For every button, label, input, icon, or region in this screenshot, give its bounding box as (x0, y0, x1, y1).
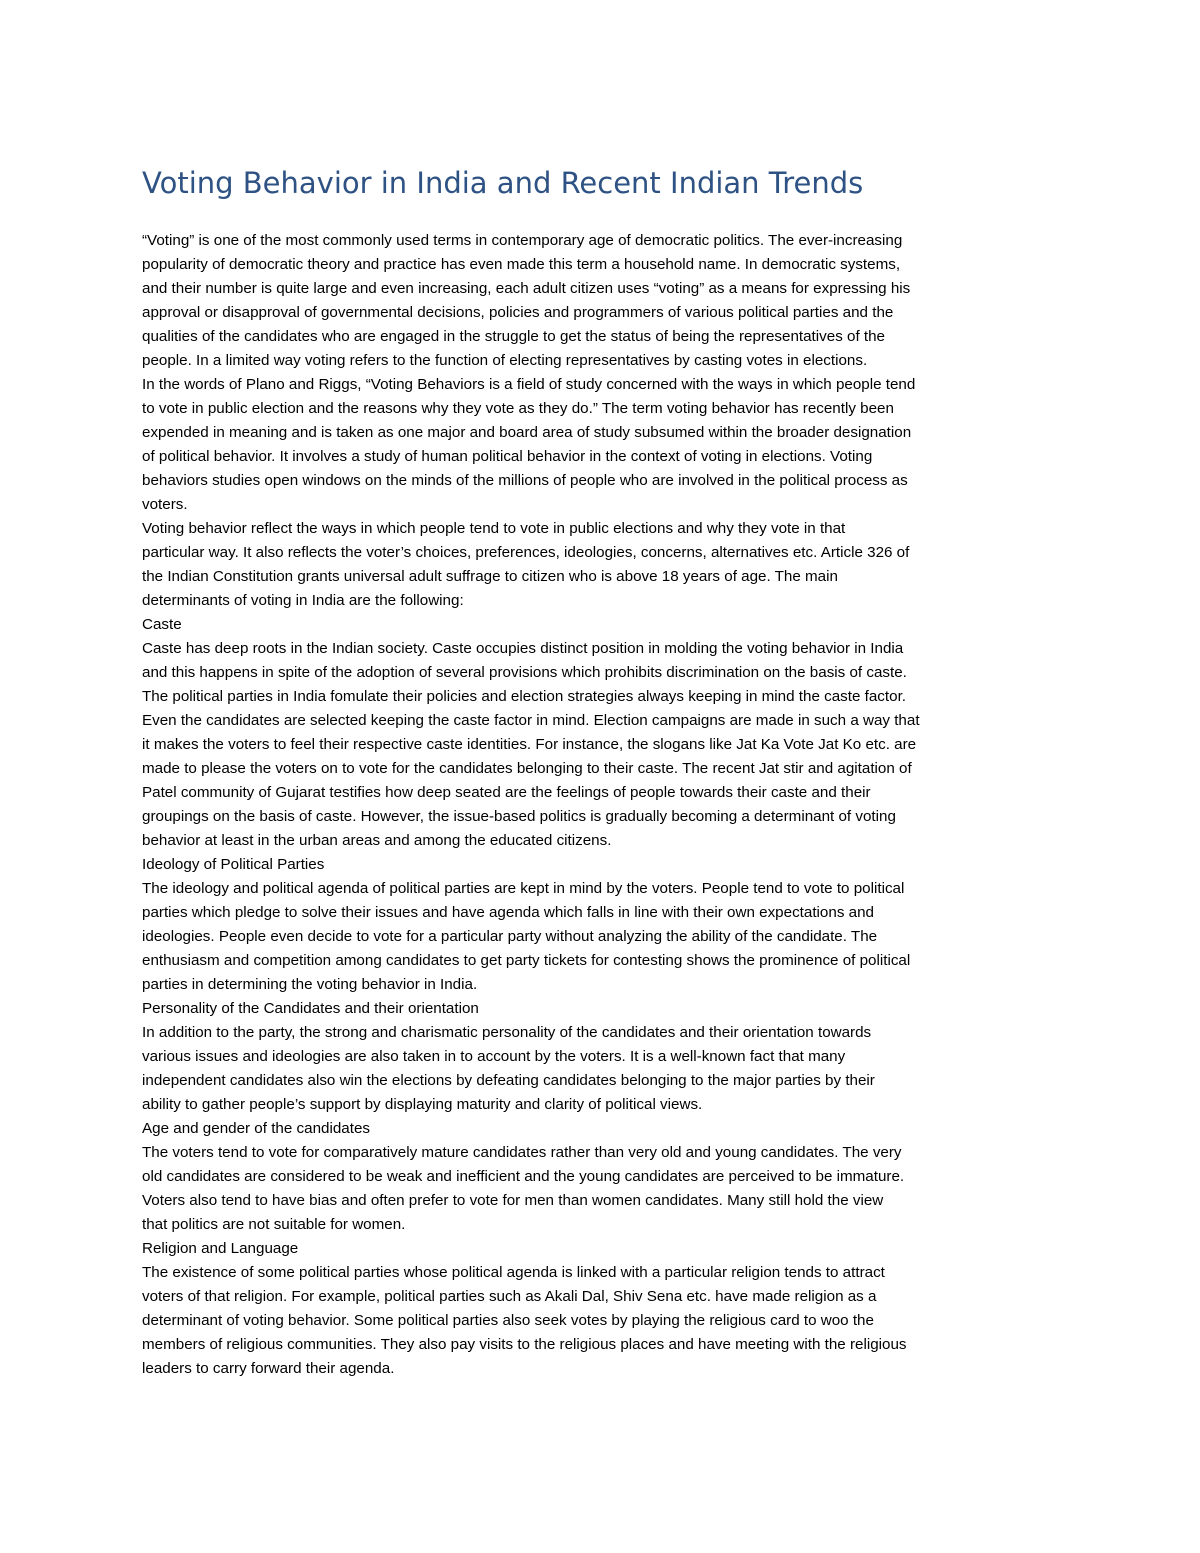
body-line: expended in meaning and is taken as one major and board area of study subsumed within the broader designation (142, 424, 912, 441)
body-line: parties which pledge to solve their issues and have agenda which falls in line with their own expectations and (142, 904, 874, 921)
body-line: old candidates are considered to be weak and inefficient and the young candidates are perceived to be immature. (142, 1168, 905, 1185)
body-line: that politics are not suitable for women. (142, 1216, 406, 1233)
body-line: The existence of some political parties whose political agenda is linked with a particular religion tends to attract (142, 1264, 885, 1281)
body-line: voters. (142, 496, 188, 513)
body-line: independent candidates also win the elections by defeating candidates belonging to the major parties by their (142, 1072, 875, 1089)
body-line: The ideology and political agenda of political parties are kept in mind by the voters. People tend to vote to political (142, 880, 905, 897)
body-line: behavior at least in the urban areas and among the educated citizens. (142, 832, 612, 849)
body-line: Ideology of Political Parties (142, 856, 325, 873)
body-line: the Indian Constitution grants universal adult suffrage to citizen who is above 18 years of age. The main (142, 568, 838, 585)
body-line: ideologies. People even decide to vote for a particular party without analyzing the ability of the candidate. The (142, 928, 878, 945)
body-line: to vote in public election and the reasons why they vote as they do.” The term voting behavior has recently been (142, 400, 894, 417)
body-line: behaviors studies open windows on the minds of the millions of people who are involved in the political process as (142, 472, 908, 489)
body-line: “Voting” is one of the most commonly used terms in contemporary age of democratic politics. The ever-increasing (142, 232, 903, 249)
body-line: and their number is quite large and even increasing, each adult citizen uses “voting” as a means for expressing his (142, 280, 911, 297)
body-line: Even the candidates are selected keeping the caste factor in mind. Election campaigns are made in such a way that (142, 712, 920, 729)
body-line: determinants of voting in India are the following: (142, 592, 464, 609)
body-line: parties in determining the voting behavior in India. (142, 976, 478, 993)
body-line: popularity of democratic theory and practice has even made this term a household name. In democratic systems, (142, 256, 901, 273)
body-line: voters of that religion. For example, political parties such as Akali Dal, Shiv Sena etc. have made religion as a (142, 1288, 877, 1305)
body-line: Patel community of Gujarat testifies how deep seated are the feelings of people towards their caste and their (142, 784, 871, 801)
body-line: of political behavior. It involves a study of human political behavior in the context of voting in elections. Voting (142, 448, 873, 465)
body-line: Personality of the Candidates and their orientation (142, 1000, 479, 1017)
body-line: Age and gender of the candidates (142, 1120, 370, 1137)
body-line: ability to gather people’s support by displaying maturity and clarity of political views. (142, 1096, 703, 1113)
body-line: determinant of voting behavior. Some political parties also seek votes by playing the religious card to woo the (142, 1312, 874, 1329)
body-line: and this happens in spite of the adoption of several provisions which prohibits discrimination on the basis of caste. (142, 664, 907, 681)
body-line: The voters tend to vote for comparatively mature candidates rather than very old and young candidates. The very (142, 1144, 902, 1161)
body-line: enthusiasm and competition among candidates to get party tickets for contesting shows the prominence of political (142, 952, 911, 969)
body-line: In the words of Plano and Riggs, “Voting Behaviors is a field of study concerned with the ways in which people tend (142, 376, 916, 393)
body-line: approval or disapproval of governmental decisions, policies and programmers of various political parties and the (142, 304, 894, 321)
body-line: it makes the voters to feel their respective caste identities. For instance, the slogans like Jat Ka Vote Jat Ko etc. are (142, 736, 917, 753)
body-line: leaders to carry forward their agenda. (142, 1360, 395, 1377)
body-line: Religion and Language (142, 1240, 299, 1257)
body-line: members of religious communities. They also pay visits to the religious places and have meeting with the religious (142, 1336, 907, 1353)
body-line: Caste has deep roots in the Indian society. Caste occupies distinct position in molding the voting behavior in India (142, 640, 904, 657)
body-line: Caste (142, 616, 182, 633)
body-line: The political parties in India fomulate their policies and election strategies always keeping in mind the caste factor. (142, 688, 907, 705)
document-title: Voting Behavior in India and Recent Indian Trends (142, 166, 864, 200)
body-line: qualities of the candidates who are engaged in the struggle to get the status of being the representatives of the (142, 328, 886, 345)
body-line: various issues and ideologies are also taken in to account by the voters. It is a well-known fact that many (142, 1048, 846, 1065)
body-line: particular way. It also reflects the voter’s choices, preferences, ideologies, concerns, alternatives etc. Article 326 of (142, 544, 910, 561)
body-line: In addition to the party, the strong and charismatic personality of the candidates and their orientation towards (142, 1024, 872, 1041)
body-line: made to please the voters on to vote for the candidates belonging to their caste. The recent Jat stir and agitation of (142, 760, 912, 777)
body-line: Voting behavior reflect the ways in which people tend to vote in public elections and why they vote in that (142, 520, 846, 537)
body-line: groupings on the basis of caste. However, the issue-based politics is gradually becoming a determinant of voting (142, 808, 896, 825)
body-line: Voters also tend to have bias and often prefer to vote for men than women candidates. Many still hold the view (142, 1192, 884, 1209)
document-body (142, 229, 1067, 1381)
body-line: people. In a limited way voting refers to the function of electing representatives by casting votes in elections. (142, 352, 868, 369)
